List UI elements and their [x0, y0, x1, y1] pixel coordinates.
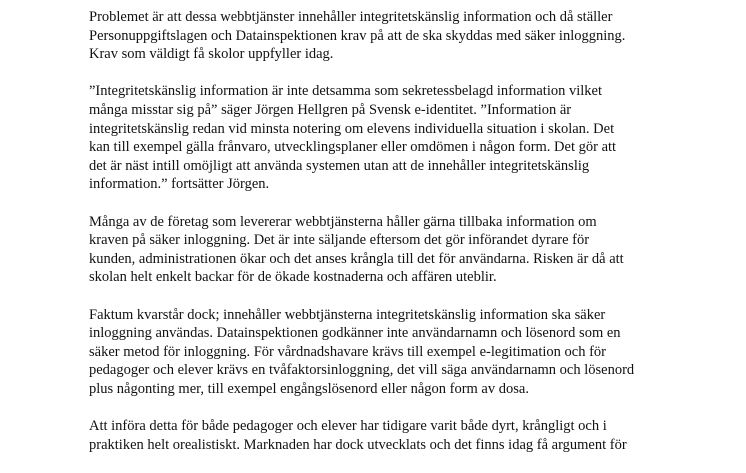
paragraph-4: [89, 306, 689, 399]
text-line: säker metod för inloggning. För vårdnadshavare krävs till exempel e-legitimation och för: [89, 343, 607, 360]
text-line: Faktum kvarstår dock; innehåller webbtjänsterna integritetskänslig information ska säker: [89, 306, 606, 323]
text-line: information.” fortsätter Jörgen.: [89, 176, 270, 193]
text-line: Krav som väldigt få skolor uppfyller idag.: [89, 46, 334, 63]
text-line: ”Integritetskänslig information är inte detsamma som sekretessbelagd information vilket: [89, 83, 603, 100]
text-line: pedagoger och elever krävs en tvåfaktorsinloggning, det vill säga användarnamn och lösenord: [89, 362, 635, 379]
paragraph-5: [89, 417, 689, 454]
text-line: kan till exempel gälla frånvaro, utvecklingsplaner eller omdömen i någon form. Det gör att: [89, 139, 617, 156]
paragraph-1: [89, 8, 689, 64]
text-line: Att införa detta för både pedagoger och elever har tidigare varit både dyrt, krångligt och i: [89, 418, 607, 435]
text-line: kunden, administrationen ökar och det anses krångla till det för användarna. Risken är då att: [89, 250, 624, 267]
text-line: inloggning användas. Datainspektionen godkänner inte användarnamn och lösenord som en: [89, 325, 621, 342]
document-page: [89, 8, 689, 473]
paragraph-3: [89, 213, 689, 287]
text-line: kraven på säker inloggning. Det är inte säljande eftersom det gör införandet dyrare för: [89, 232, 590, 249]
paragraph-2: [89, 82, 689, 194]
text-line: praktiken helt orealistiskt. Marknaden har dock utvecklats och det finns idag få argument för: [89, 436, 627, 453]
text-line: det är näst intill omöjligt att använda systemen utan att de innehåller integritetskänslig: [89, 157, 590, 174]
text-line: Problemet är att dessa webbtjänster innehåller integritetskänslig information och då ställer: [89, 9, 613, 25]
text-line: Personuppgiftslagen och Datainspektionen krav på att de ska skyddas med säker inloggning.: [89, 27, 626, 44]
text-line: många misstar sig på” säger Jörgen Hellgren på Svensk e-identitet. ”Information är: [89, 101, 572, 118]
text-line: skolan helt enkelt backar för de ökade kostnaderna och affären uteblir.: [89, 269, 497, 286]
text-line: Många av de företag som levererar webbtjänsterna håller gärna tillbaka information om: [89, 213, 597, 230]
text-line: integritetskänslig redan vid minsta notering om elevens individuella situation i skolan. Det: [89, 120, 615, 137]
text-line: plus någonting mer, till exempel engångslösenord eller någon form av dosa.: [89, 380, 529, 397]
